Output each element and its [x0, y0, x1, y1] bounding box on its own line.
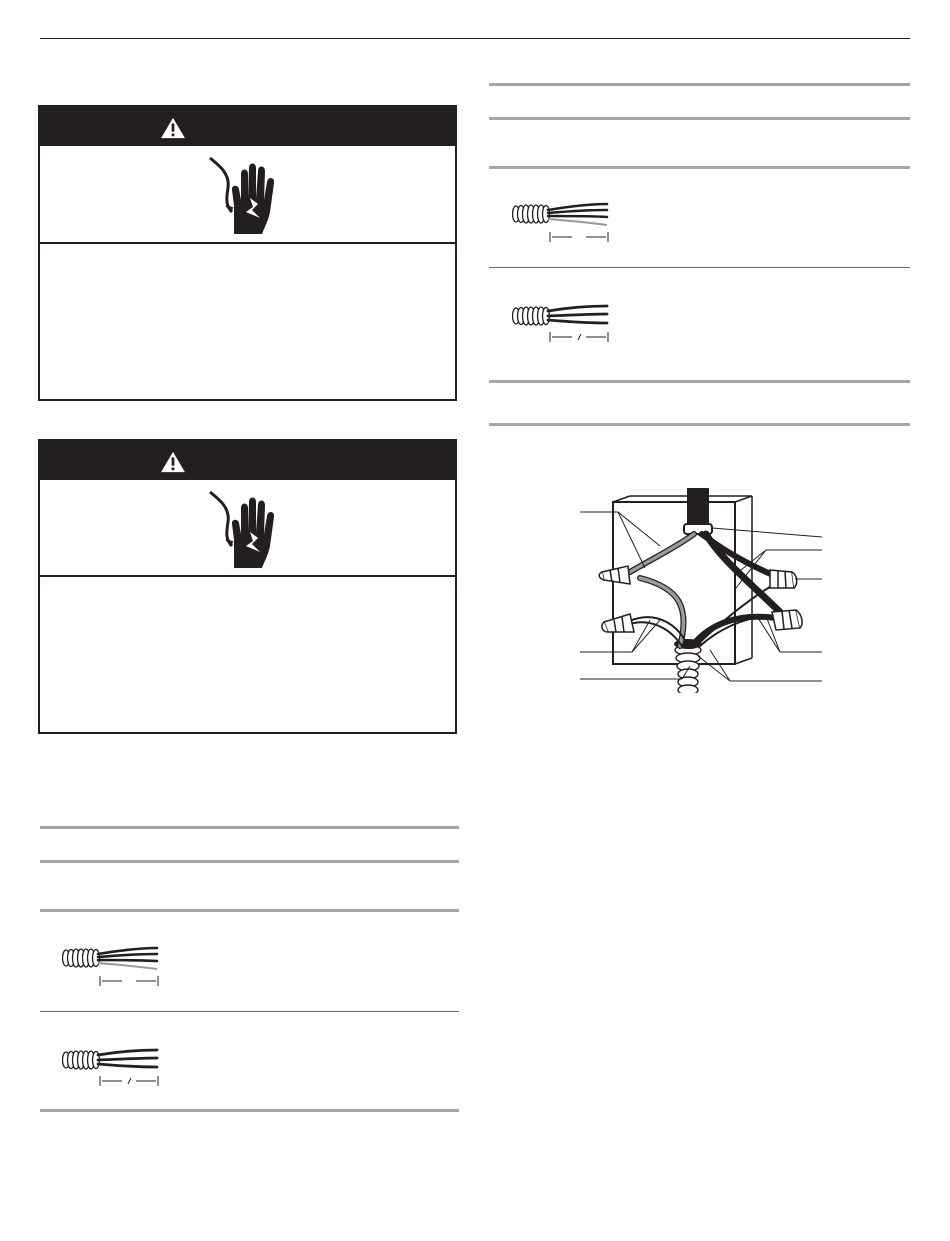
section-rule [489, 380, 910, 383]
section-rule [40, 1109, 459, 1112]
header-rule [40, 38, 910, 39]
warning-body-text-area [40, 244, 455, 401]
exclamation-triangle-icon [159, 117, 187, 139]
stripped-cable-icon [62, 942, 162, 988]
stripped-cable-icon [512, 198, 612, 244]
warning-header-bar [40, 441, 455, 480]
junction-box-wiring-diagram [570, 488, 830, 693]
section-rule-thin [489, 267, 910, 268]
stripped-cable-icon [62, 1042, 162, 1088]
hazard-icon-row [40, 480, 455, 577]
warning-box-2 [38, 439, 457, 734]
section-rule [489, 423, 910, 426]
hazard-icon-row [40, 146, 455, 244]
stripped-cable-icon [512, 298, 612, 344]
section-rule [40, 909, 459, 912]
electrical-shock-hand-icon [208, 488, 288, 570]
section-rule [489, 117, 910, 120]
section-rule-thin [40, 1011, 459, 1012]
warning-header-bar [40, 107, 455, 146]
section-rule [489, 166, 910, 169]
electrical-shock-hand-icon [208, 154, 288, 236]
section-rule [489, 83, 910, 86]
exclamation-triangle-icon [159, 451, 187, 473]
section-rule [40, 860, 459, 863]
warning-box-1 [38, 105, 457, 401]
warning-body-text-area [40, 577, 455, 734]
section-rule [40, 826, 459, 829]
